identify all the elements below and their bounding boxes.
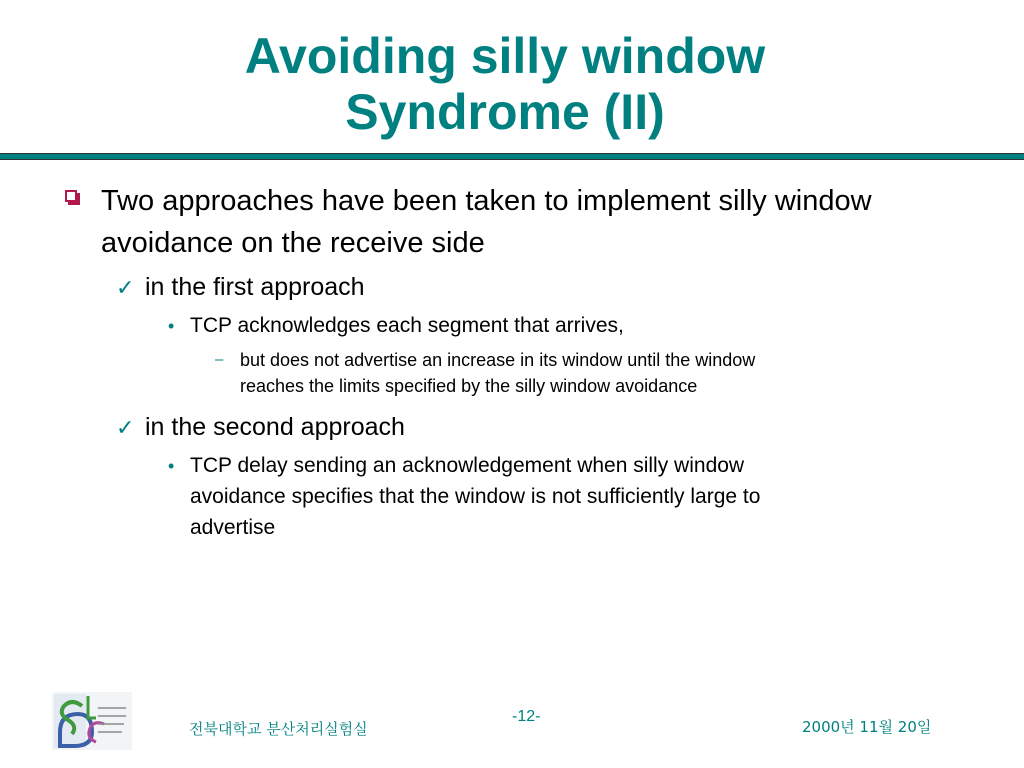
footer-institution: 전북대학교 분산처리실험실 <box>189 720 368 738</box>
dsc-lab-logo-icon <box>52 692 132 750</box>
approach-2-detail-line-3: advertise <box>190 516 276 539</box>
dot-bullet-icon: • <box>168 316 175 336</box>
footer-page-number: -12- <box>512 708 541 725</box>
check-icon: ✓ <box>116 275 135 300</box>
approach-1-subdetail-line-1: but does not advertise an increase in its window until the window <box>240 350 756 370</box>
approach-2-detail-line-2: avoidance specifies that the window is not sufficiently large to <box>190 485 761 508</box>
approach-1-subdetail-line-2: reaches the limits specified by the silly window avoidance <box>240 376 698 396</box>
title-line-1: Avoiding silly window <box>244 28 766 84</box>
footer-date: 2000년 11월 20일 <box>802 718 932 736</box>
dash-bullet-icon: – <box>215 351 224 368</box>
check-icon: ✓ <box>116 415 135 440</box>
dot-bullet-icon: • <box>168 456 175 476</box>
title-line-2: Syndrome (II) <box>345 84 665 140</box>
slide-title <box>0 28 1010 140</box>
title-divider <box>0 153 1024 160</box>
approach-2-label: in the second approach <box>145 413 405 441</box>
main-point: Two approaches have been taken to implement silly window avoidance on the receive side <box>101 185 872 259</box>
approach-1-label: in the first approach <box>145 273 365 301</box>
approach-1-detail: TCP acknowledges each segment that arrives, <box>190 314 624 337</box>
approach-2-detail-line-1: TCP delay sending an acknowledgement when silly window <box>190 454 745 477</box>
square-bullet-icon <box>65 190 77 202</box>
